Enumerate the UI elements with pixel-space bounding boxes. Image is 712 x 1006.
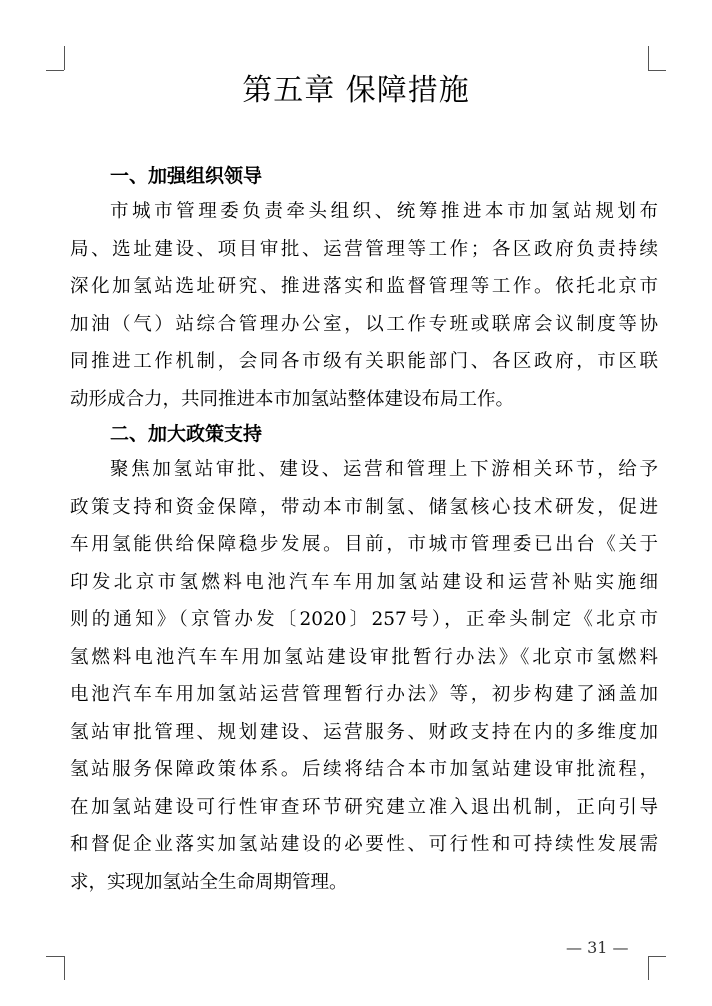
paragraph-line: 加油（气）站综合管理办公室，以工作专班或联席会议制度等协	[70, 313, 658, 335]
section-heading: 二、加大政策支持	[110, 423, 263, 445]
crop-mark-top-left-v	[64, 46, 65, 70]
paragraph-line: 和督促企业落实加氢站建设的必要性、可行性和可持续性发展需	[70, 834, 658, 855]
paragraph-line: 深化加氢站选址研究、推进落实和监督管理等工作。依托北京市	[70, 276, 658, 297]
paragraph	[70, 193, 658, 418]
section-heading: 一、加强组织领导	[110, 165, 263, 187]
document-body	[70, 160, 658, 901]
section-organization	[70, 160, 658, 418]
page-number: — 31 —	[566, 938, 629, 957]
paragraph-line: 政策支持和资金保障，带动本市制氢、储氢核心技术研发，促进	[70, 496, 658, 518]
paragraph-line: 市城市管理委负责牵头组织、统筹推进本市加氢站规划布	[110, 201, 658, 222]
paragraph-line: 氢燃料电池汽车车用加氢站建设审批暂行办法》《北京市氢燃料	[70, 646, 658, 668]
crop-mark-bottom-left-v	[64, 956, 65, 980]
paragraph-line: 聚焦加氢站审批、建设、运营和管理上下游相关环节，给予	[110, 459, 658, 480]
paragraph-line: 则的通知》（京管办发〔2020〕257号），正牵头制定《北京市	[70, 609, 658, 630]
paragraph-line: 在加氢站建设可行性审查环节研究建立准入退出机制，正向引导	[70, 796, 658, 818]
section-policy-support	[70, 418, 658, 901]
paragraph-line: 同推进工作机制，会同各市级有关职能部门、各区政府，市区联	[70, 351, 658, 372]
paragraph-line: 印发北京市氢燃料电池汽车车用加氢站建设和运营补贴实施细	[70, 571, 658, 593]
paragraph-line: 氢站服务保障政策体系。后续将结合本市加氢站建设审批流程，	[70, 759, 658, 780]
paragraph-line: 局、选址建设、项目审批、运营管理等工作；各区政府负责持续	[70, 238, 658, 260]
paragraph-line: 车用氢能供给保障稳步发展。目前，市城市管理委已出台《关于	[70, 534, 658, 555]
paragraph-line: 氢站审批管理、规划建设、运营服务、财政支持在内的多维度加	[70, 721, 658, 743]
paragraph-line: 动形成合力，共同推进本市加氢站整体建设布局工作。	[70, 388, 515, 410]
paragraph	[70, 451, 658, 901]
paragraph-line: 电池汽车车用加氢站运营管理暂行办法》等，初步构建了涵盖加	[70, 684, 658, 705]
crop-mark-bottom-left-h	[46, 956, 64, 957]
crop-mark-bottom-right-v	[648, 956, 649, 980]
paragraph-line: 求，实现加氢站全生命周期管理。	[70, 871, 348, 893]
crop-mark-bottom-right-h	[648, 956, 666, 957]
chapter-title: 第五章 保障措施	[242, 73, 470, 108]
crop-mark-top-right-v	[648, 46, 649, 70]
